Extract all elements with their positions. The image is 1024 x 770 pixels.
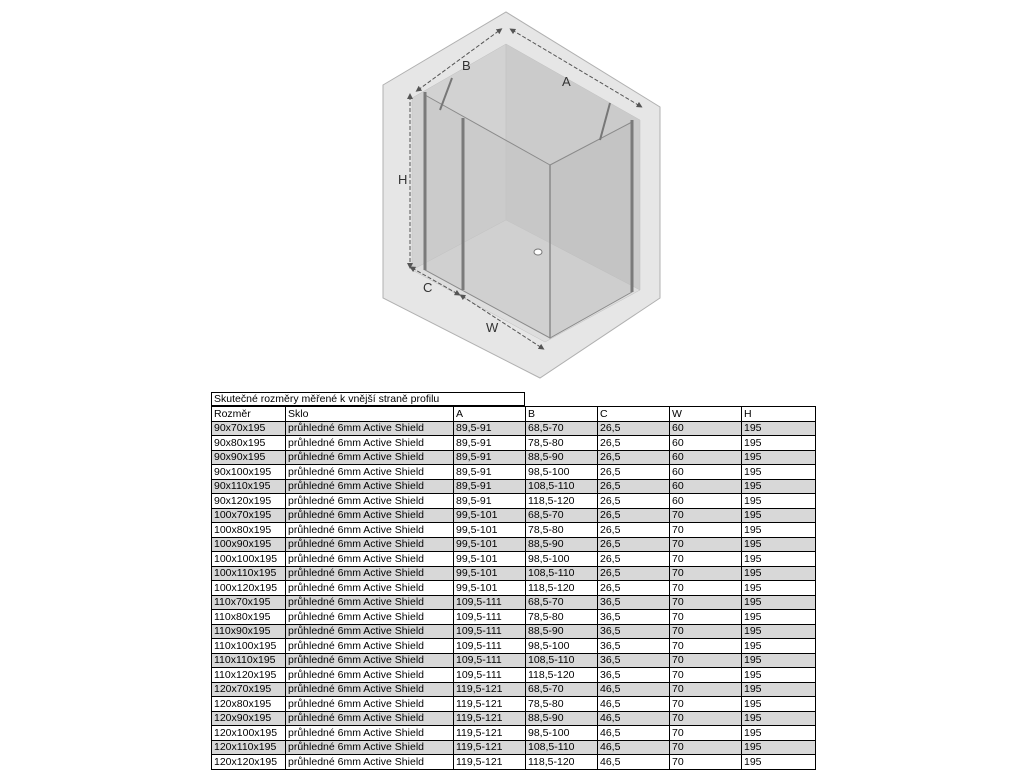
table-cell: průhledné 6mm Active Shield — [286, 610, 454, 625]
table-cell: 195 — [742, 653, 816, 668]
table-cell: 195 — [742, 436, 816, 451]
table-cell: 46,5 — [598, 740, 670, 755]
table-cell: průhledné 6mm Active Shield — [286, 537, 454, 552]
table-cell: 195 — [742, 465, 816, 480]
table-cell: 100x90x195 — [212, 537, 286, 552]
table-cell: 120x80x195 — [212, 697, 286, 712]
table-cell: 118,5-120 — [526, 755, 598, 770]
table-cell: 195 — [742, 450, 816, 465]
table-cell: 89,5-91 — [454, 479, 526, 494]
dimensions-table — [211, 406, 816, 770]
table-cell: 89,5-91 — [454, 436, 526, 451]
table-cell: 100x70x195 — [212, 508, 286, 523]
table-cell: 195 — [742, 494, 816, 509]
table-cell: 70 — [670, 668, 742, 683]
table-cell: 70 — [670, 581, 742, 596]
table-cell: 46,5 — [598, 755, 670, 770]
table-caption: Skutečné rozměry měřené k vnější straně profilu — [211, 392, 525, 406]
table-cell: 78,5-80 — [526, 697, 598, 712]
table-cell: 26,5 — [598, 523, 670, 538]
header-cell: B — [526, 407, 598, 422]
table-cell: 110x120x195 — [212, 668, 286, 683]
table-row — [212, 450, 816, 465]
table-cell: 120x90x195 — [212, 711, 286, 726]
table-cell: 26,5 — [598, 465, 670, 480]
table-cell: 70 — [670, 523, 742, 538]
table-cell: průhledné 6mm Active Shield — [286, 682, 454, 697]
table-cell: 99,5-101 — [454, 566, 526, 581]
table-cell: 46,5 — [598, 697, 670, 712]
table-row — [212, 653, 816, 668]
header-cell: H — [742, 407, 816, 422]
table-cell: 109,5-111 — [454, 595, 526, 610]
table-cell: 90x70x195 — [212, 421, 286, 436]
table-cell: 88,5-90 — [526, 537, 598, 552]
table-cell: 70 — [670, 697, 742, 712]
table-cell: 195 — [742, 595, 816, 610]
table-cell: průhledné 6mm Active Shield — [286, 479, 454, 494]
table-cell: 110x90x195 — [212, 624, 286, 639]
table-row — [212, 610, 816, 625]
table-cell: 68,5-70 — [526, 682, 598, 697]
table-row — [212, 711, 816, 726]
table-cell: 108,5-110 — [526, 566, 598, 581]
table-cell: 118,5-120 — [526, 581, 598, 596]
table-row — [212, 552, 816, 567]
table-cell: 46,5 — [598, 711, 670, 726]
table-cell: průhledné 6mm Active Shield — [286, 668, 454, 683]
table-cell: průhledné 6mm Active Shield — [286, 595, 454, 610]
table-row — [212, 494, 816, 509]
table-cell: 110x80x195 — [212, 610, 286, 625]
table-cell: 26,5 — [598, 494, 670, 509]
table-cell: 78,5-80 — [526, 610, 598, 625]
table-cell: 109,5-111 — [454, 668, 526, 683]
table-row — [212, 421, 816, 436]
table-row — [212, 523, 816, 538]
table-cell: průhledné 6mm Active Shield — [286, 552, 454, 567]
header-cell: Sklo — [286, 407, 454, 422]
table-cell: 108,5-110 — [526, 653, 598, 668]
table-cell: průhledné 6mm Active Shield — [286, 436, 454, 451]
table-cell: 119,5-121 — [454, 697, 526, 712]
table-cell: 98,5-100 — [526, 639, 598, 654]
table-row — [212, 479, 816, 494]
table-cell: 195 — [742, 566, 816, 581]
table-cell: 120x70x195 — [212, 682, 286, 697]
table-cell: 108,5-110 — [526, 740, 598, 755]
table-cell: 78,5-80 — [526, 523, 598, 538]
table-cell: 90x80x195 — [212, 436, 286, 451]
table-cell: 118,5-120 — [526, 494, 598, 509]
label-a: A — [562, 74, 571, 89]
table-cell: 70 — [670, 595, 742, 610]
table-cell: 60 — [670, 436, 742, 451]
table-cell: 110x100x195 — [212, 639, 286, 654]
table-cell: 26,5 — [598, 566, 670, 581]
label-b: B — [462, 58, 471, 73]
table-cell: 119,5-121 — [454, 711, 526, 726]
table-cell: 108,5-110 — [526, 479, 598, 494]
table-cell: 110x110x195 — [212, 653, 286, 668]
table-cell: průhledné 6mm Active Shield — [286, 740, 454, 755]
table-cell: 100x110x195 — [212, 566, 286, 581]
table-cell: 90x90x195 — [212, 450, 286, 465]
table-cell: 109,5-111 — [454, 610, 526, 625]
table-cell: 90x120x195 — [212, 494, 286, 509]
table-cell: 70 — [670, 508, 742, 523]
table-cell: 70 — [670, 755, 742, 770]
table-row — [212, 726, 816, 741]
table-cell: 98,5-100 — [526, 552, 598, 567]
table-cell: 195 — [742, 479, 816, 494]
table-cell: 89,5-91 — [454, 465, 526, 480]
label-c: C — [423, 280, 433, 295]
table-cell: 99,5-101 — [454, 537, 526, 552]
table-cell: 195 — [742, 639, 816, 654]
table-cell: 100x120x195 — [212, 581, 286, 596]
table-cell: 99,5-101 — [454, 508, 526, 523]
table-cell: průhledné 6mm Active Shield — [286, 494, 454, 509]
table-cell: 60 — [670, 450, 742, 465]
table-row — [212, 668, 816, 683]
header-cell: Rozměr — [212, 407, 286, 422]
table-cell: 90x100x195 — [212, 465, 286, 480]
table-cell: 195 — [742, 581, 816, 596]
table-cell: 88,5-90 — [526, 450, 598, 465]
table-row — [212, 755, 816, 770]
table-cell: 36,5 — [598, 624, 670, 639]
table-cell: 26,5 — [598, 508, 670, 523]
table-cell: 36,5 — [598, 653, 670, 668]
table-cell: 70 — [670, 639, 742, 654]
table-cell: 109,5-111 — [454, 639, 526, 654]
table-cell: 36,5 — [598, 595, 670, 610]
table-row — [212, 682, 816, 697]
table-cell: průhledné 6mm Active Shield — [286, 639, 454, 654]
table-cell: 89,5-91 — [454, 494, 526, 509]
table-cell: průhledné 6mm Active Shield — [286, 450, 454, 465]
table-cell: 99,5-101 — [454, 581, 526, 596]
header-cell: C — [598, 407, 670, 422]
table-cell: průhledné 6mm Active Shield — [286, 421, 454, 436]
table-cell: 195 — [742, 523, 816, 538]
table-cell: 109,5-111 — [454, 624, 526, 639]
table-cell: 195 — [742, 668, 816, 683]
table-cell: průhledné 6mm Active Shield — [286, 581, 454, 596]
label-h: H — [398, 172, 408, 187]
table-cell: 36,5 — [598, 668, 670, 683]
table-cell: 195 — [742, 552, 816, 567]
table-cell: 195 — [742, 537, 816, 552]
table-row — [212, 465, 816, 480]
table-cell: 195 — [742, 697, 816, 712]
table-cell: 70 — [670, 711, 742, 726]
table-cell: 26,5 — [598, 581, 670, 596]
table-cell: 195 — [742, 508, 816, 523]
header-cell: A — [454, 407, 526, 422]
table-cell: 70 — [670, 740, 742, 755]
table-cell: 195 — [742, 682, 816, 697]
table-cell: 26,5 — [598, 537, 670, 552]
table-cell: 119,5-121 — [454, 682, 526, 697]
table-cell: 36,5 — [598, 610, 670, 625]
table-cell: 70 — [670, 537, 742, 552]
table-cell: 195 — [742, 610, 816, 625]
table-cell: 120x120x195 — [212, 755, 286, 770]
table-row — [212, 566, 816, 581]
table-row — [212, 581, 816, 596]
label-w: W — [486, 320, 499, 335]
table-cell: 90x110x195 — [212, 479, 286, 494]
table-cell: 60 — [670, 494, 742, 509]
table-cell: 195 — [742, 726, 816, 741]
table-cell: 88,5-90 — [526, 711, 598, 726]
table-cell: 68,5-70 — [526, 595, 598, 610]
table-row — [212, 537, 816, 552]
table-row — [212, 624, 816, 639]
drain — [534, 249, 542, 255]
table-cell: 98,5-100 — [526, 726, 598, 741]
table-cell: 100x100x195 — [212, 552, 286, 567]
table-cell: 195 — [742, 755, 816, 770]
table-cell: průhledné 6mm Active Shield — [286, 711, 454, 726]
table-cell: průhledné 6mm Active Shield — [286, 523, 454, 538]
table-cell: průhledné 6mm Active Shield — [286, 465, 454, 480]
table-cell: 89,5-91 — [454, 421, 526, 436]
table-cell: 60 — [670, 465, 742, 480]
table-cell: 46,5 — [598, 726, 670, 741]
table-cell: 98,5-100 — [526, 465, 598, 480]
table-cell: 70 — [670, 653, 742, 668]
table-cell: 70 — [670, 610, 742, 625]
table-row — [212, 639, 816, 654]
table-cell: 99,5-101 — [454, 523, 526, 538]
table-cell: 109,5-111 — [454, 653, 526, 668]
table-cell: 26,5 — [598, 436, 670, 451]
table-cell: 195 — [742, 711, 816, 726]
table-cell: 118,5-120 — [526, 668, 598, 683]
table-cell: průhledné 6mm Active Shield — [286, 697, 454, 712]
table-cell: 195 — [742, 421, 816, 436]
table-cell: 100x80x195 — [212, 523, 286, 538]
table-cell: 195 — [742, 740, 816, 755]
table-cell: 99,5-101 — [454, 552, 526, 567]
table-row — [212, 595, 816, 610]
table-cell: 70 — [670, 682, 742, 697]
table-cell: 46,5 — [598, 682, 670, 697]
table-cell: 195 — [742, 624, 816, 639]
table-cell: průhledné 6mm Active Shield — [286, 508, 454, 523]
table-cell: 119,5-121 — [454, 740, 526, 755]
table-cell: 70 — [670, 726, 742, 741]
table-header-row — [212, 407, 816, 422]
table-cell: 120x100x195 — [212, 726, 286, 741]
table-cell: 68,5-70 — [526, 421, 598, 436]
table-cell: 60 — [670, 421, 742, 436]
table-cell: 119,5-121 — [454, 726, 526, 741]
table-cell: průhledné 6mm Active Shield — [286, 726, 454, 741]
table-row — [212, 436, 816, 451]
table-cell: průhledné 6mm Active Shield — [286, 624, 454, 639]
table-cell: 36,5 — [598, 639, 670, 654]
table-cell: průhledné 6mm Active Shield — [286, 653, 454, 668]
table-cell: 26,5 — [598, 450, 670, 465]
table-cell: 89,5-91 — [454, 450, 526, 465]
table-row — [212, 697, 816, 712]
header-cell: W — [670, 407, 742, 422]
table-row — [212, 740, 816, 755]
table-cell: 60 — [670, 479, 742, 494]
table-cell: 26,5 — [598, 479, 670, 494]
table-cell: 120x110x195 — [212, 740, 286, 755]
table-cell: 70 — [670, 552, 742, 567]
table-cell: 70 — [670, 624, 742, 639]
table-cell: 88,5-90 — [526, 624, 598, 639]
table-cell: průhledné 6mm Active Shield — [286, 566, 454, 581]
table-cell: 110x70x195 — [212, 595, 286, 610]
table-row — [212, 508, 816, 523]
table-cell: 78,5-80 — [526, 436, 598, 451]
table-cell: 68,5-70 — [526, 508, 598, 523]
table-cell: 26,5 — [598, 552, 670, 567]
table-cell: 26,5 — [598, 421, 670, 436]
table-cell: průhledné 6mm Active Shield — [286, 755, 454, 770]
table-cell: 70 — [670, 566, 742, 581]
table-cell: 119,5-121 — [454, 755, 526, 770]
